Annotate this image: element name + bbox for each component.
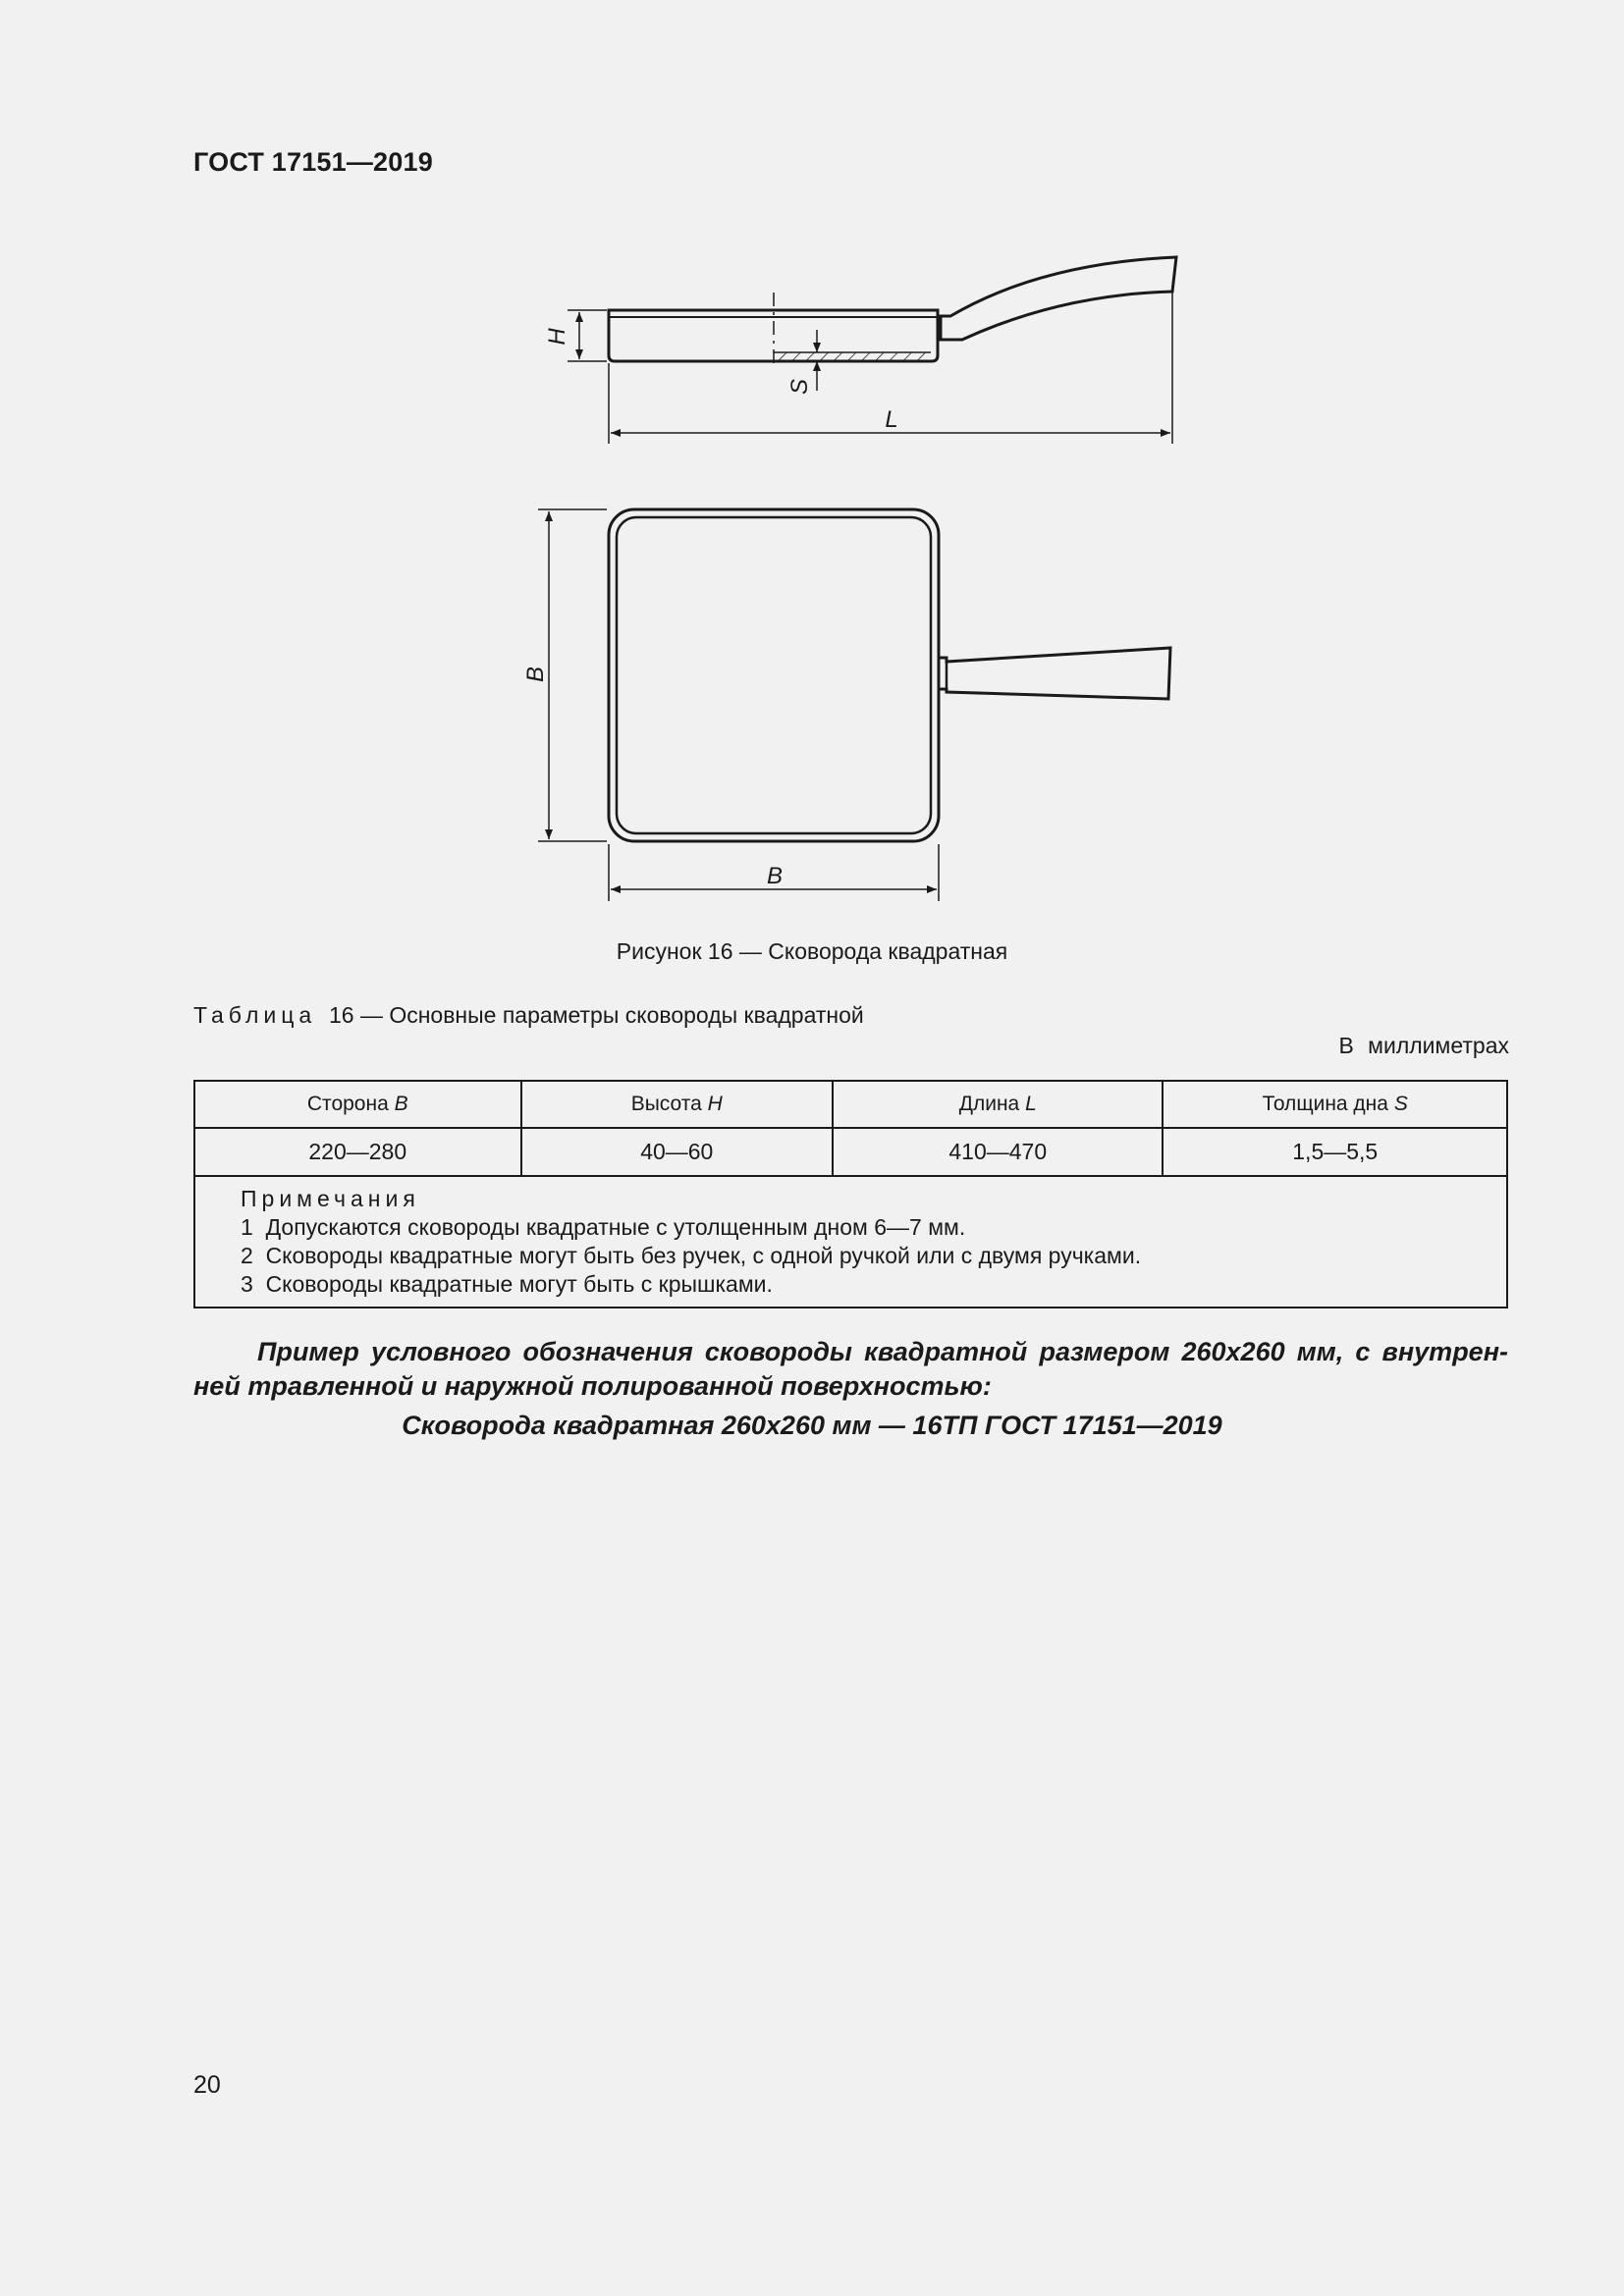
figure-caption: Рисунок 16 — Сковорода квадратная (616, 938, 1008, 964)
document-header: ГОСТ 17151—2019 (193, 147, 433, 177)
dim-label-h: H (544, 328, 570, 346)
table-title-text: 16 — Основные параметры сковороды квадратной (328, 1002, 864, 1028)
side-view (568, 257, 1176, 444)
dim-label-s: S (786, 378, 813, 396)
dim-label-b-side: B (522, 666, 549, 683)
header-thickness: Толщина дна S (1163, 1081, 1507, 1128)
table-title (193, 1002, 864, 1029)
cell-thickness: 1,5—5,5 (1163, 1128, 1507, 1176)
notes-title: Примечания (241, 1186, 420, 1211)
table-header-row (194, 1081, 1507, 1128)
page-number: 20 (193, 2071, 221, 2099)
notes-row (194, 1176, 1507, 1308)
figure-frying-pan-drawing (511, 240, 1198, 908)
note-item: 2 Сковороды квадратные могут быть без ручек, с одной ручкой или с двумя ручками. (241, 1243, 1142, 1268)
header-side: Сторона B (194, 1081, 521, 1128)
table-units: В миллиметрах (1338, 1033, 1509, 1058)
cell-height: 40—60 (521, 1128, 834, 1176)
example-paragraph: Пример условного обозначения сковороды квадратной размером 260х260 мм, с внутрен-ней травленной и наружной полированной поверхностью: (193, 1337, 1508, 1401)
top-view (538, 509, 1170, 901)
parameters-table (193, 1080, 1508, 1308)
table-title-label: Таблица (193, 1002, 317, 1028)
note-item: 3 Сковороды квадратные могут быть с крышками. (241, 1271, 773, 1297)
dim-label-b-bottom: B (766, 863, 784, 889)
cell-side: 220—280 (194, 1128, 521, 1176)
header-length: Длина L (833, 1081, 1163, 1128)
cell-length: 410—470 (833, 1128, 1163, 1176)
header-height: Высота H (521, 1081, 834, 1128)
note-item: 1 Допускаются сковороды квадратные с утолщенным дном 6—7 мм. (241, 1214, 966, 1240)
table-row (194, 1128, 1507, 1176)
dim-label-l: L (885, 406, 898, 433)
notes-cell (194, 1176, 1507, 1308)
example-designation: Сковорода квадратная 260х260 мм — 16ТП ГОСТ 17151—2019 (402, 1411, 1222, 1440)
